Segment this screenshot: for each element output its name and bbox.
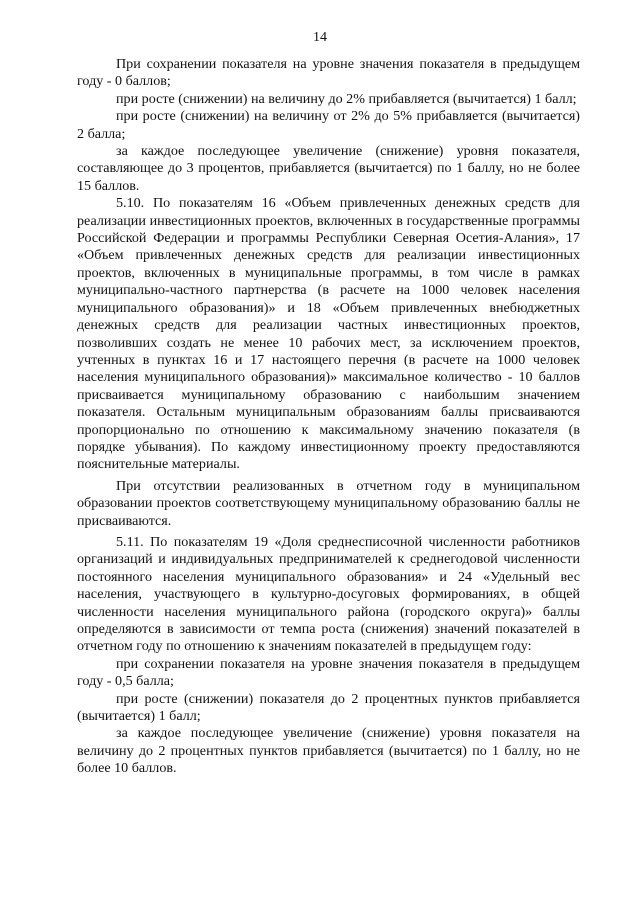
paragraph-section-5-11: 5.11. По показателям 19 «Доля среднесписочной численности работников организаций и индивидуальных предпринимателей к среднегодовой численности постоянного населения муниципального образования» и 24 «Удельный вес населения, участвующего в культурно-досуговых формированиях, в общей численности населения муниципального района (городского округа)» баллы определяются в зависимости от темпа роста (снижения) значений показателей в отчетном году по отношению к значениям показателей в предыдущем году:	[77, 533, 580, 655]
paragraph-score-up-to-2-percent: при росте (снижении) на величину до 2% прибавляется (вычитается) 1 балл;	[116, 90, 577, 107]
paragraph-section-5-10: 5.10. По показателям 16 «Объем привлеченных денежных средств для реализации инвестиционных проектов, включенных в государственные программы Российской Федерации и программы Республики Северная Осетия-Алания», 17 «Объем привлеченных денежных средств для реализации инвестиционных проектов, включенных в муниципальные программы, в том числе в рамках муниципально-частного партнерства (в расчете на 1000 человек населения муниципального образования)» и 18 «Объем привлеченных внебюджетных денежных средств для реализации частных инвестиционных проектов, позволивших создать не менее 10 рабочих мест, за исключением проектов, учтенных в пунктах 16 и 17 настоящего перечня (в расчете на 1000 человек населения муниципального образования)» максимальное количество - 10 баллов присваивается муниципальному образованию с наибольшим значением показателя. Остальным муниципальным образованиям баллы присваиваются пропорционально по отношению к максимальному значению показателя (в порядке убывания). По каждому инвестиционному проекту предоставляются пояснительные материалы.	[77, 195, 580, 473]
paragraph-no-projects: При отсутствии реализованных в отчетном году в муниципальном образовании проектов соответствующему муниципальному образованию баллы не присваиваются.	[77, 477, 580, 529]
document-body	[77, 56, 580, 778]
page-number: 14	[313, 30, 327, 45]
paragraph-score-each-further-change: за каждое последующее увеличение (снижение) уровня показателя, составляющее до 3 процентов, прибавляется (вычитается) по 1 баллу, но не более 15 баллов.	[77, 143, 580, 194]
paragraph-score-no-change: При сохранении показателя на уровне значения показателя в предыдущем году - 0 баллов;	[77, 56, 580, 90]
paragraph-5-11-each-further-change: за каждое последующее увеличение (снижение) уровня показателя на величину до 2 процентных пунктов прибавляется (вычитается) по 1 баллу, но не более 10 баллов.	[77, 725, 580, 777]
paragraph-5-11-up-to-2-points: при росте (снижении) показателя до 2 процентных пунктов прибавляется (вычитается) 1 балл;	[77, 690, 580, 725]
paragraph-5-11-no-change: при сохранении показателя на уровне значения показателя в предыдущем году - 0,5 балла;	[77, 655, 580, 690]
paragraph-score-2-to-5-percent: при росте (снижении) на величину от 2% до 5% прибавляется (вычитается) 2 балла;	[77, 108, 580, 142]
